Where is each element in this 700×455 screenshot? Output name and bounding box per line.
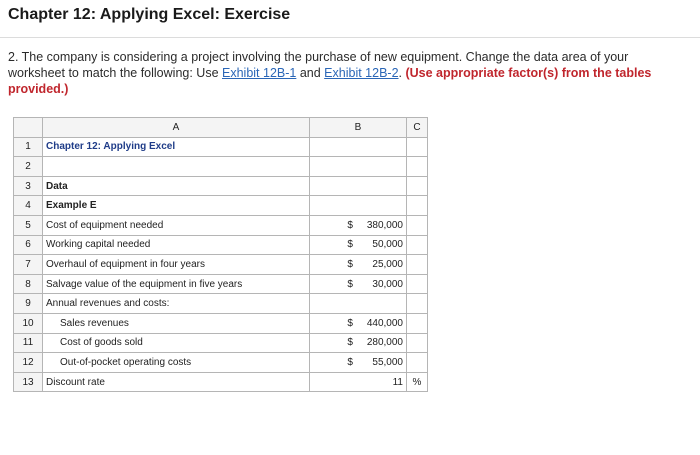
question-text <box>8 49 688 97</box>
currency-cell[interactable] <box>310 294 356 314</box>
row-label-cell[interactable] <box>43 274 310 294</box>
value-cell[interactable]: 25,000 <box>356 255 407 275</box>
row-label-cell[interactable] <box>43 196 310 216</box>
sheet-row-6 <box>14 235 428 255</box>
unit-cell[interactable] <box>407 137 428 157</box>
sheet-row-12 <box>14 353 428 373</box>
corner-cell <box>14 118 43 138</box>
row-number[interactable]: 6 <box>14 235 43 255</box>
exhibit-12b-2-link[interactable]: Exhibit 12B-2 <box>324 66 399 80</box>
column-header-a[interactable]: A <box>43 118 310 138</box>
sheet-row-5 <box>14 215 428 235</box>
row-label-cell[interactable] <box>43 333 310 353</box>
question-instruction: (Use appropriate factor(s) from the tables provided.) <box>8 66 652 96</box>
row-label: Data <box>46 180 68 192</box>
column-header-row <box>14 118 428 138</box>
row-label: Salvage value of the equipment in five years <box>46 278 243 290</box>
value-cell[interactable]: 55,000 <box>356 353 407 373</box>
unit-cell[interactable]: % <box>407 372 428 392</box>
row-label-cell[interactable] <box>43 137 310 157</box>
sheet-row-7 <box>14 255 428 275</box>
value-cell[interactable]: 440,000 <box>356 313 407 333</box>
row-label: Annual revenues and costs: <box>46 298 170 310</box>
row-label-cell[interactable] <box>43 215 310 235</box>
unit-cell[interactable] <box>407 196 428 216</box>
row-label: Chapter 12: Applying Excel <box>46 141 176 153</box>
value-cell[interactable] <box>356 157 407 177</box>
unit-cell[interactable] <box>407 353 428 373</box>
row-label: Working capital needed <box>46 239 151 251</box>
unit-cell[interactable] <box>407 333 428 353</box>
unit-cell[interactable] <box>407 255 428 275</box>
row-label-cell[interactable] <box>43 176 310 196</box>
sheet-row-3 <box>14 176 428 196</box>
currency-cell[interactable]: $ <box>310 274 356 294</box>
currency-cell[interactable]: $ <box>310 313 356 333</box>
column-header-c[interactable]: C <box>407 118 428 138</box>
sheet-row-11 <box>14 333 428 353</box>
title-divider <box>0 37 700 38</box>
currency-cell[interactable] <box>310 157 356 177</box>
value-cell[interactable] <box>356 294 407 314</box>
unit-cell[interactable] <box>407 274 428 294</box>
question-and: and <box>296 66 325 80</box>
unit-cell[interactable] <box>407 157 428 177</box>
row-number[interactable]: 7 <box>14 255 43 275</box>
row-number[interactable]: 9 <box>14 294 43 314</box>
exhibit-12b-1-link[interactable]: Exhibit 12B-1 <box>222 66 297 80</box>
currency-cell[interactable] <box>310 196 356 216</box>
row-number[interactable]: 5 <box>14 215 43 235</box>
currency-cell[interactable] <box>310 372 356 392</box>
value-cell[interactable]: 30,000 <box>356 274 407 294</box>
sheet-row-8 <box>14 274 428 294</box>
row-label-cell[interactable] <box>43 235 310 255</box>
row-label: Out-of-pocket operating costs <box>60 356 192 368</box>
sheet-row-9 <box>14 294 428 314</box>
currency-cell[interactable]: $ <box>310 333 356 353</box>
sheet-row-1 <box>14 137 428 157</box>
sheet-row-2 <box>14 157 428 177</box>
row-label-cell[interactable] <box>43 294 310 314</box>
question-period: . <box>398 66 406 80</box>
unit-cell[interactable] <box>407 313 428 333</box>
unit-cell[interactable] <box>407 176 428 196</box>
value-cell[interactable] <box>356 137 407 157</box>
row-label: Sales revenues <box>60 317 129 329</box>
currency-cell[interactable]: $ <box>310 353 356 373</box>
row-label-cell[interactable] <box>43 353 310 373</box>
currency-cell[interactable]: $ <box>310 215 356 235</box>
row-label-cell[interactable] <box>43 157 310 177</box>
column-header-b[interactable]: B <box>310 118 407 138</box>
row-number[interactable]: 13 <box>14 372 43 392</box>
question-intro: 2. The company is considering a project involving the purchase of new equipment. Change the data area of your worksheet to match the following: Use <box>8 50 629 80</box>
row-label: Overhaul of equipment in four years <box>46 258 205 270</box>
currency-cell[interactable] <box>310 137 356 157</box>
row-number[interactable]: 8 <box>14 274 43 294</box>
value-cell[interactable] <box>356 176 407 196</box>
row-label: Example E <box>46 200 97 212</box>
row-label-cell[interactable] <box>43 372 310 392</box>
page-title: Chapter 12: Applying Excel: Exercise <box>8 6 291 23</box>
row-number[interactable]: 11 <box>14 333 43 353</box>
row-label: Discount rate <box>46 376 105 388</box>
row-label: Cost of goods sold <box>60 337 143 349</box>
row-number[interactable]: 12 <box>14 353 43 373</box>
row-number[interactable]: 2 <box>14 157 43 177</box>
currency-cell[interactable]: $ <box>310 235 356 255</box>
unit-cell[interactable] <box>407 235 428 255</box>
spreadsheet <box>13 117 428 392</box>
unit-cell[interactable] <box>407 215 428 235</box>
currency-cell[interactable]: $ <box>310 255 356 275</box>
sheet-row-10 <box>14 313 428 333</box>
row-label-cell[interactable] <box>43 255 310 275</box>
row-number[interactable]: 3 <box>14 176 43 196</box>
row-number[interactable]: 4 <box>14 196 43 216</box>
value-cell[interactable]: 11 <box>356 372 407 392</box>
row-number[interactable]: 10 <box>14 313 43 333</box>
row-label: Cost of equipment needed <box>46 219 164 231</box>
row-number[interactable]: 1 <box>14 137 43 157</box>
sheet-row-13 <box>14 372 428 392</box>
value-cell[interactable]: 280,000 <box>356 333 407 353</box>
row-label-cell[interactable] <box>43 313 310 333</box>
value-cell[interactable]: 380,000 <box>356 215 407 235</box>
currency-cell[interactable] <box>310 176 356 196</box>
value-cell[interactable]: 50,000 <box>356 235 407 255</box>
unit-cell[interactable] <box>407 294 428 314</box>
value-cell[interactable] <box>356 196 407 216</box>
sheet-row-4 <box>14 196 428 216</box>
